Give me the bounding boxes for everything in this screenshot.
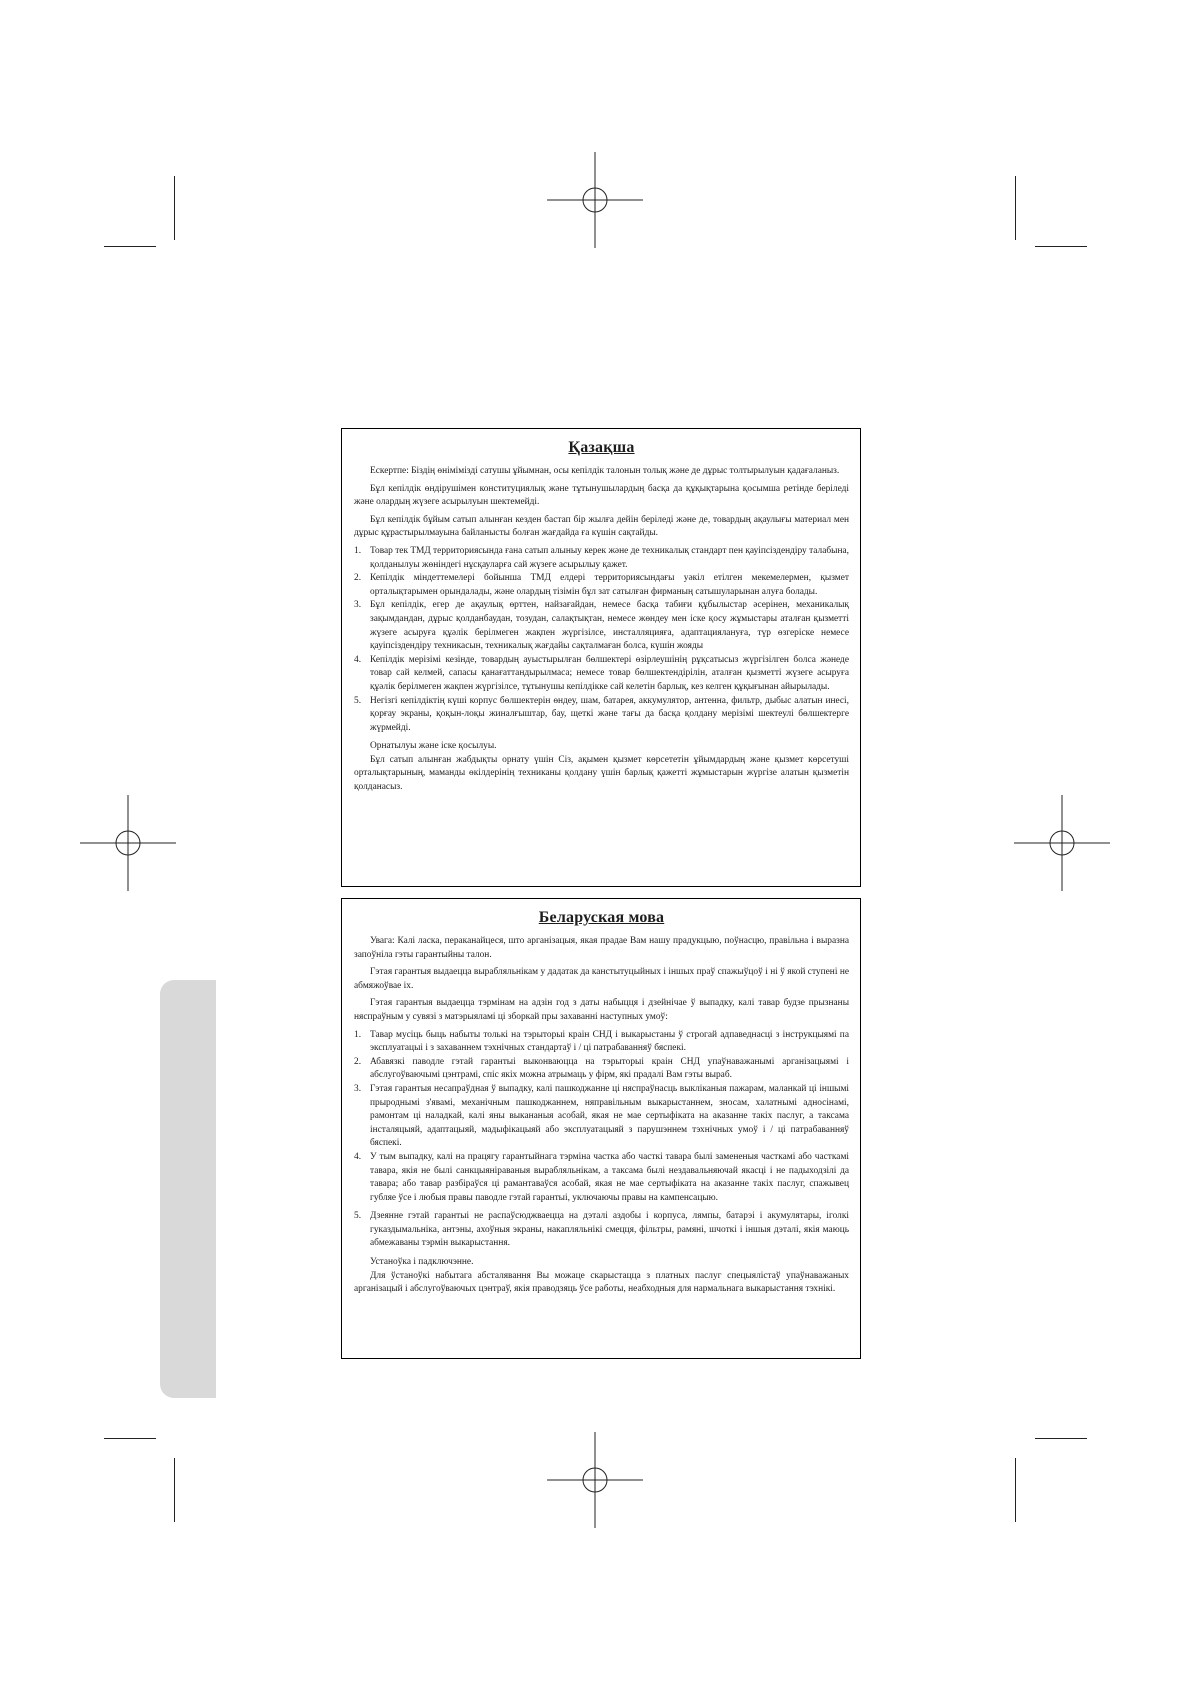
- install-paragraph: Для ўстаноўкі набытага абсталявання Вы можаце скарыстацца з платных паслуг спецыялістаў упаўнаважаных арганізацый і абслугоўваючых цэнтраў, якія праводзяць ўсе работы, неабходныя для нармальнага выкарыстання тэхнікі.: [354, 1270, 849, 1295]
- paragraph: Гэтая гарантыя выдаецца тэрмінам на адзін год з даты набыцця і дзейнічае ў выпадку, калі тавар будзе прызнаны няспраўным у сувязі з матэрыяламі ці зборкай пры захаванні наступных умоў:: [354, 998, 849, 1022]
- paragraph: Бұл кепілдік өндірушімен конституциялық және тұтынушылардың басқа да құқықтарына қосымша ретінде беріледі және олардың жүзеге асырылуын шектемейді.: [354, 483, 849, 508]
- list-item: [354, 1029, 849, 1056]
- crop-mark: [1035, 246, 1087, 247]
- item-number: 2.: [354, 1056, 362, 1067]
- item-text: Негізгі кепілдіктің күші корпус бөлшектерін өндеу, шам, батарея, аккумулятор, антенна, фильтр, дыбыс алатын инесі, қорғау экраны, қоқын-лоқы жиналғыштар, бау, щеткі және тағы да басқа қолдану мерізімі шектеулі бөлшектерге жүрмейді.: [370, 695, 849, 733]
- list-item: [354, 1210, 849, 1251]
- note-paragraph: Ескертпе: Біздің өніміміздi сатушы ұйымнан, осы кепілдік талонын толық және де дұрыс толтырылуын қадағаланыз.: [370, 466, 840, 476]
- install-heading: Орнатылуы және іске қосылуы.: [370, 741, 497, 752]
- item-text: Кепілдік міндеттемелері бойынша ТМД елдері территориясындағы уәкіл етілген мекемелермен, қызмет орталықтарымен орындалады, және олардың тізімін бұл зат сатылған фирманың сатышуларынан алуға болады.: [370, 573, 849, 597]
- item-number: 5.: [354, 1211, 362, 1222]
- registration-mark-icon: [80, 795, 176, 891]
- item-number: 5.: [354, 695, 362, 706]
- item-number: 1.: [354, 545, 362, 556]
- item-text: Абавязкі паводле гэтай гарантыі выконваюцца на тэрыторыі краін СНД упаўнаважанымі арганізацыямі і абслугоўваючымі цэнтрамі, спіс якіх можна атрымаць у фірм, які прадалі Вам гэты выраб.: [370, 1056, 849, 1081]
- crop-mark: [104, 246, 156, 247]
- belarusian-warranty-section: [341, 898, 861, 1359]
- paragraph: Гэтая гарантыя выдаецца вырабляльнікам у дадатак да канстытуцыйных і іншых праў спажыўцоў і ні ў якой ступені не абмяжоўвае іх.: [354, 967, 849, 991]
- item-number: 2.: [354, 573, 362, 584]
- section-title: Беларуская мова: [538, 909, 665, 926]
- item-text: Тавар мусіць быць набыты толькі на тэрыторыі краін СНД і выкарыстаны ў строгай адпаведнасці з інструкцыямі па эксплуатацыі і з захаваннем тэхнічных стандартаў і / ці патрабаванняў бяспекі.: [370, 1029, 849, 1054]
- item-text: Кепілдік мерізімі кезінде, товардың ауыстырылған бөлшектері өзірлеушінің рұқсатысыз жүргізілген болса жәнеде товар сай келмей, сапасы қанағаттандырылмаса; немесе товар бөлшектендірілін, аталған қызметті жүзеге асыруға құәлік берілмеген жақпен жүргізілсе, тұтынушы кепілдікке сай келетін барлық, кез келген құқығынан айырылады.: [370, 654, 849, 692]
- item-number: 3.: [354, 600, 362, 611]
- list-item: [354, 654, 849, 695]
- item-number: 1.: [354, 1029, 362, 1040]
- crop-mark: [174, 176, 175, 240]
- install-paragraph: Бұл сатып алынған жабдықты орнату үшін Сіз, ақымен қызмет көрсететін ұйымдардың және қызмет көрсетуші орталықтарының, маманды өкілдерінің техниканы қолдану үшін барлық қажетті жұмыстарын жүргізе алатын қызметін қолданасыз.: [354, 754, 849, 793]
- list-item: [354, 599, 849, 653]
- list-item: [354, 545, 849, 572]
- side-tab: [160, 980, 216, 1398]
- list-item: [354, 1056, 849, 1083]
- paragraph: Бұл кепілдік бұйым сатып алынған кезден бастап бір жылға дейін беріледі және де, товардың ақаулығы материал мен дұрыс құрастырылмауына байланысты болған жағдайда ға күшін сақтайды.: [354, 514, 849, 539]
- item-text: Гэтая гарантыя несапраўдная ў выпадку, калі пашкоджанне ці няспраўнасць выкліканыя пажарам, маланкай ці іншымі прыроднымі з'явамі, механічным пашкоджаннем, няправільным выкарыстаннем, зносам, халатнымі адносінамі, рамонтам ці наладкай, калі яны выкананыя асобай, якая не мае сертыфіката на аказанне такіх паслуг, а таксама інсталяцыяй, адаптацыяй, мадыфікацыяй або эксплуатацыяй з парушэннем тэхнічных умоў і / ці патрабаванняў бяспекі.: [370, 1083, 849, 1149]
- item-text: Бұл кепілдік, егер де ақаулық өрттен, найзағайдан, немесе басқа табиғи құбылыстар әсерінен, механикалық зақымдандан, дұрыс қолданбаудан, тозудан, салақтықтан, немесе жөндеу мен іске қосу жұмыстары аталған қызметті жүзеге асыруға құәлік берілмеген жақпен жүргізілсе, инсталляцияға, адаптациялануға, түр өзгеріске немесе қауіпсіздендіру техникасын, техникалық жағдайы сақталмаған болса, күшін жояды: [370, 600, 849, 652]
- registration-mark-icon: [547, 1432, 643, 1528]
- registration-mark-icon: [547, 152, 643, 248]
- crop-mark: [174, 1458, 175, 1522]
- crop-mark: [1015, 176, 1016, 240]
- registration-mark-icon: [1014, 795, 1110, 891]
- crop-mark: [104, 1438, 156, 1439]
- kazakh-warranty-section: [341, 428, 861, 887]
- item-text: У тым выпадку, калі на працягу гарантыйнага тэрміна частка або часткі тавара былі замененыя часткамі або часткамі тавара, якія не былі санкцыяніраваныя вырабляльнікам, а таксама былі нездавальняючай якасці і не падыходзілі да тавара; або тавар разбіраўся ці рамантаваўся асобай, якая не мае сертыфіката на аказанне такіх паслуг, спажывец губляе ўсе і любыя правы паводле гэтай гарантыі, уключаючы правы на кампенсацыю.: [370, 1151, 849, 1203]
- list-item: [354, 1083, 849, 1151]
- conditions-list: [354, 545, 849, 735]
- note-paragraph: Увага: Калі ласка, пераканайцеся, што арганізацыя, якая прадае Вам нашу прадукцыю, поўнасцю, правільна і выразна запоўніла гэты гарантыйны талон.: [354, 936, 849, 960]
- item-number: 3.: [354, 1083, 362, 1094]
- item-text: Товар тек ТМД территориясында ғана сатып алыныу керек және де техникалық стандарт пен қауіпсіздендіру талабына, қолданылуы жөніндегі нұсқауларға сай жүзеге асырылыу қажет.: [370, 545, 849, 570]
- list-item: [354, 1151, 849, 1205]
- list-item: [354, 695, 849, 736]
- section-title: Қазақша: [568, 439, 635, 456]
- item-number: 4.: [354, 654, 362, 665]
- conditions-list: [354, 1029, 849, 1252]
- install-heading: Устаноўка і падключэнне.: [370, 1257, 474, 1268]
- item-number: 4.: [354, 1151, 362, 1162]
- crop-mark: [1035, 1438, 1087, 1439]
- item-text: Дзеянне гэтай гарантыі не распаўсюджваецца на дэталі аздобы і корпуса, лямпы, батарэі і акумулятары, іголкі гуказдымальніка, антэны, ахоўныя экраны, накапляльнікі смецця, фільтры, рамяні, шчоткі і іншыя дэталі, якія маюць абмежаваны тэрмін выкарыстання.: [370, 1211, 849, 1249]
- crop-mark: [1015, 1458, 1016, 1522]
- list-item: [354, 572, 849, 599]
